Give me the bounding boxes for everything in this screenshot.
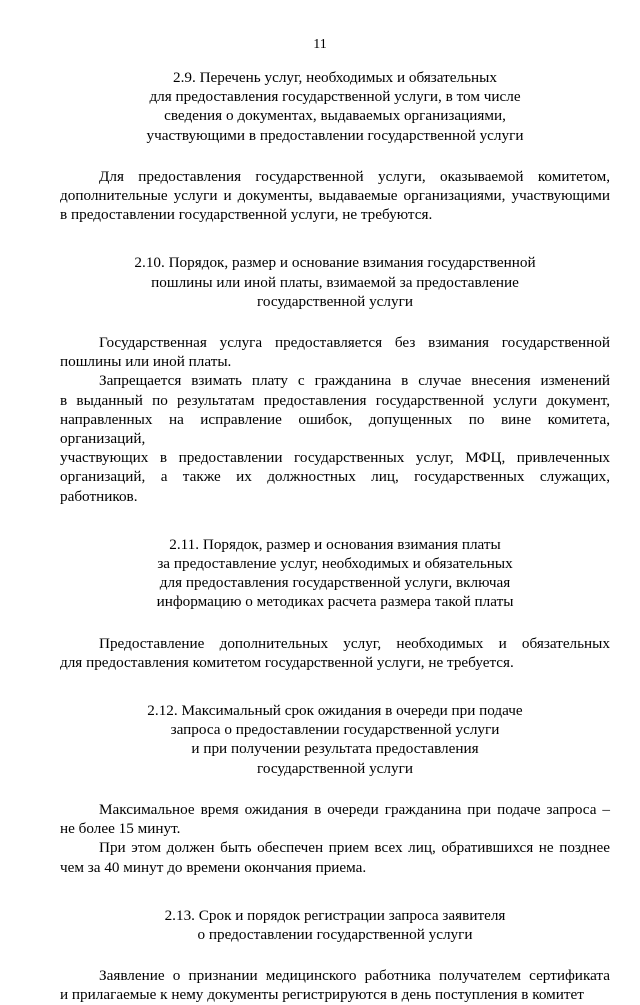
heading-line: участвующими в предоставлении государственной услуги bbox=[146, 126, 524, 144]
heading-line: 2.12. Максимальный срок ожидания в очереди при подаче bbox=[147, 702, 523, 720]
paragraph bbox=[60, 966, 610, 1004]
page-number: 11 bbox=[313, 37, 327, 52]
section-3 bbox=[60, 506, 610, 672]
paragraph-line: для предоставления комитетом государственной услуги, не требуется. bbox=[60, 653, 514, 671]
paragraph bbox=[60, 333, 610, 371]
heading-line: 2.11. Порядок, размер и основания взимания платы bbox=[169, 535, 501, 553]
section-1 bbox=[60, 68, 610, 224]
paragraph bbox=[60, 838, 610, 876]
paragraph-line: организаций, а также их должностных лиц, государственных служащих, работников. bbox=[60, 468, 610, 505]
heading-line: информацию о методиках расчета размера такой платы bbox=[156, 593, 514, 611]
heading-line: сведения о документах, выдаваемых организациями, bbox=[164, 107, 506, 125]
paragraph-line: Запрещается взимать плату с гражданина в случае внесения изменений bbox=[99, 372, 610, 390]
section-heading bbox=[60, 253, 610, 311]
heading-line: и при получении результата предоставления bbox=[191, 740, 479, 758]
document-body bbox=[60, 68, 610, 1005]
paragraph bbox=[60, 167, 610, 225]
paragraph-line: пошлины или иной платы. bbox=[60, 353, 232, 371]
paragraph-line: При этом должен быть обеспечен прием всех лиц, обратившихся не позднее bbox=[99, 839, 610, 857]
heading-line: государственной услуги bbox=[257, 292, 413, 310]
paragraph bbox=[60, 800, 610, 838]
paragraph bbox=[60, 371, 610, 505]
paragraph-line: Максимальное время ожидания в очереди гражданина при подаче запроса – bbox=[99, 800, 610, 818]
heading-line: 2.9. Перечень услуг, необходимых и обязательных bbox=[173, 69, 497, 86]
heading-line: о предоставлении государственной услуги bbox=[197, 925, 473, 943]
heading-line: пошлины или иной платы, взимаемой за предоставление bbox=[151, 273, 519, 291]
paragraph-line: в предоставлении государственной услуги, не требуются. bbox=[60, 206, 433, 224]
section-heading bbox=[60, 535, 610, 612]
paragraph-line: и прилагаемые к нему документы регистрируются в день поступления в комитет bbox=[60, 986, 584, 1004]
heading-line: для предоставления государственной услуги, в том числе bbox=[149, 88, 521, 106]
paragraph bbox=[60, 634, 610, 672]
section-heading bbox=[60, 906, 610, 944]
section-4 bbox=[60, 672, 610, 877]
heading-line: за предоставление услуг, необходимых и обязательных bbox=[157, 555, 513, 573]
section-heading bbox=[60, 68, 610, 145]
paragraph-line: Для предоставления государственной услуги, оказываемой комитетом, bbox=[99, 167, 610, 185]
section-heading bbox=[60, 701, 610, 778]
heading-line: 2.10. Порядок, размер и основание взимания государственной bbox=[134, 254, 536, 272]
paragraph-line: дополнительные услуги и документы, выдаваемые организациями, участвующими bbox=[60, 187, 610, 205]
paragraph-line: участвующих в предоставлении государственных услуг, МФЦ, привлеченных bbox=[60, 449, 610, 467]
heading-line: для предоставления государственной услуги, включая bbox=[159, 574, 511, 592]
paragraph-line: направленных на исправление ошибок, допущенных по вине комитета, организаций, bbox=[60, 410, 610, 448]
paragraph-line: чем за 40 минут до времени окончания приема. bbox=[60, 858, 367, 876]
heading-line: 2.13. Срок и порядок регистрации запроса заявителя bbox=[164, 906, 506, 924]
paragraph-line: Государственная услуга предоставляется без взимания государственной bbox=[99, 334, 610, 352]
paragraph-line: не более 15 минут. bbox=[60, 820, 181, 838]
paragraph-line: Заявление о признании медицинского работника получателем сертификата bbox=[99, 967, 610, 985]
section-2 bbox=[60, 224, 610, 505]
paragraph-line: Предоставление дополнительных услуг, необходимых и обязательных bbox=[99, 634, 610, 652]
heading-line: государственной услуги bbox=[257, 759, 413, 777]
section-5 bbox=[60, 877, 610, 1005]
heading-line: запроса о предоставлении государственной услуги bbox=[170, 721, 500, 739]
paragraph-line: в выданный по результатам предоставления государственной услуги документ, bbox=[60, 391, 610, 409]
